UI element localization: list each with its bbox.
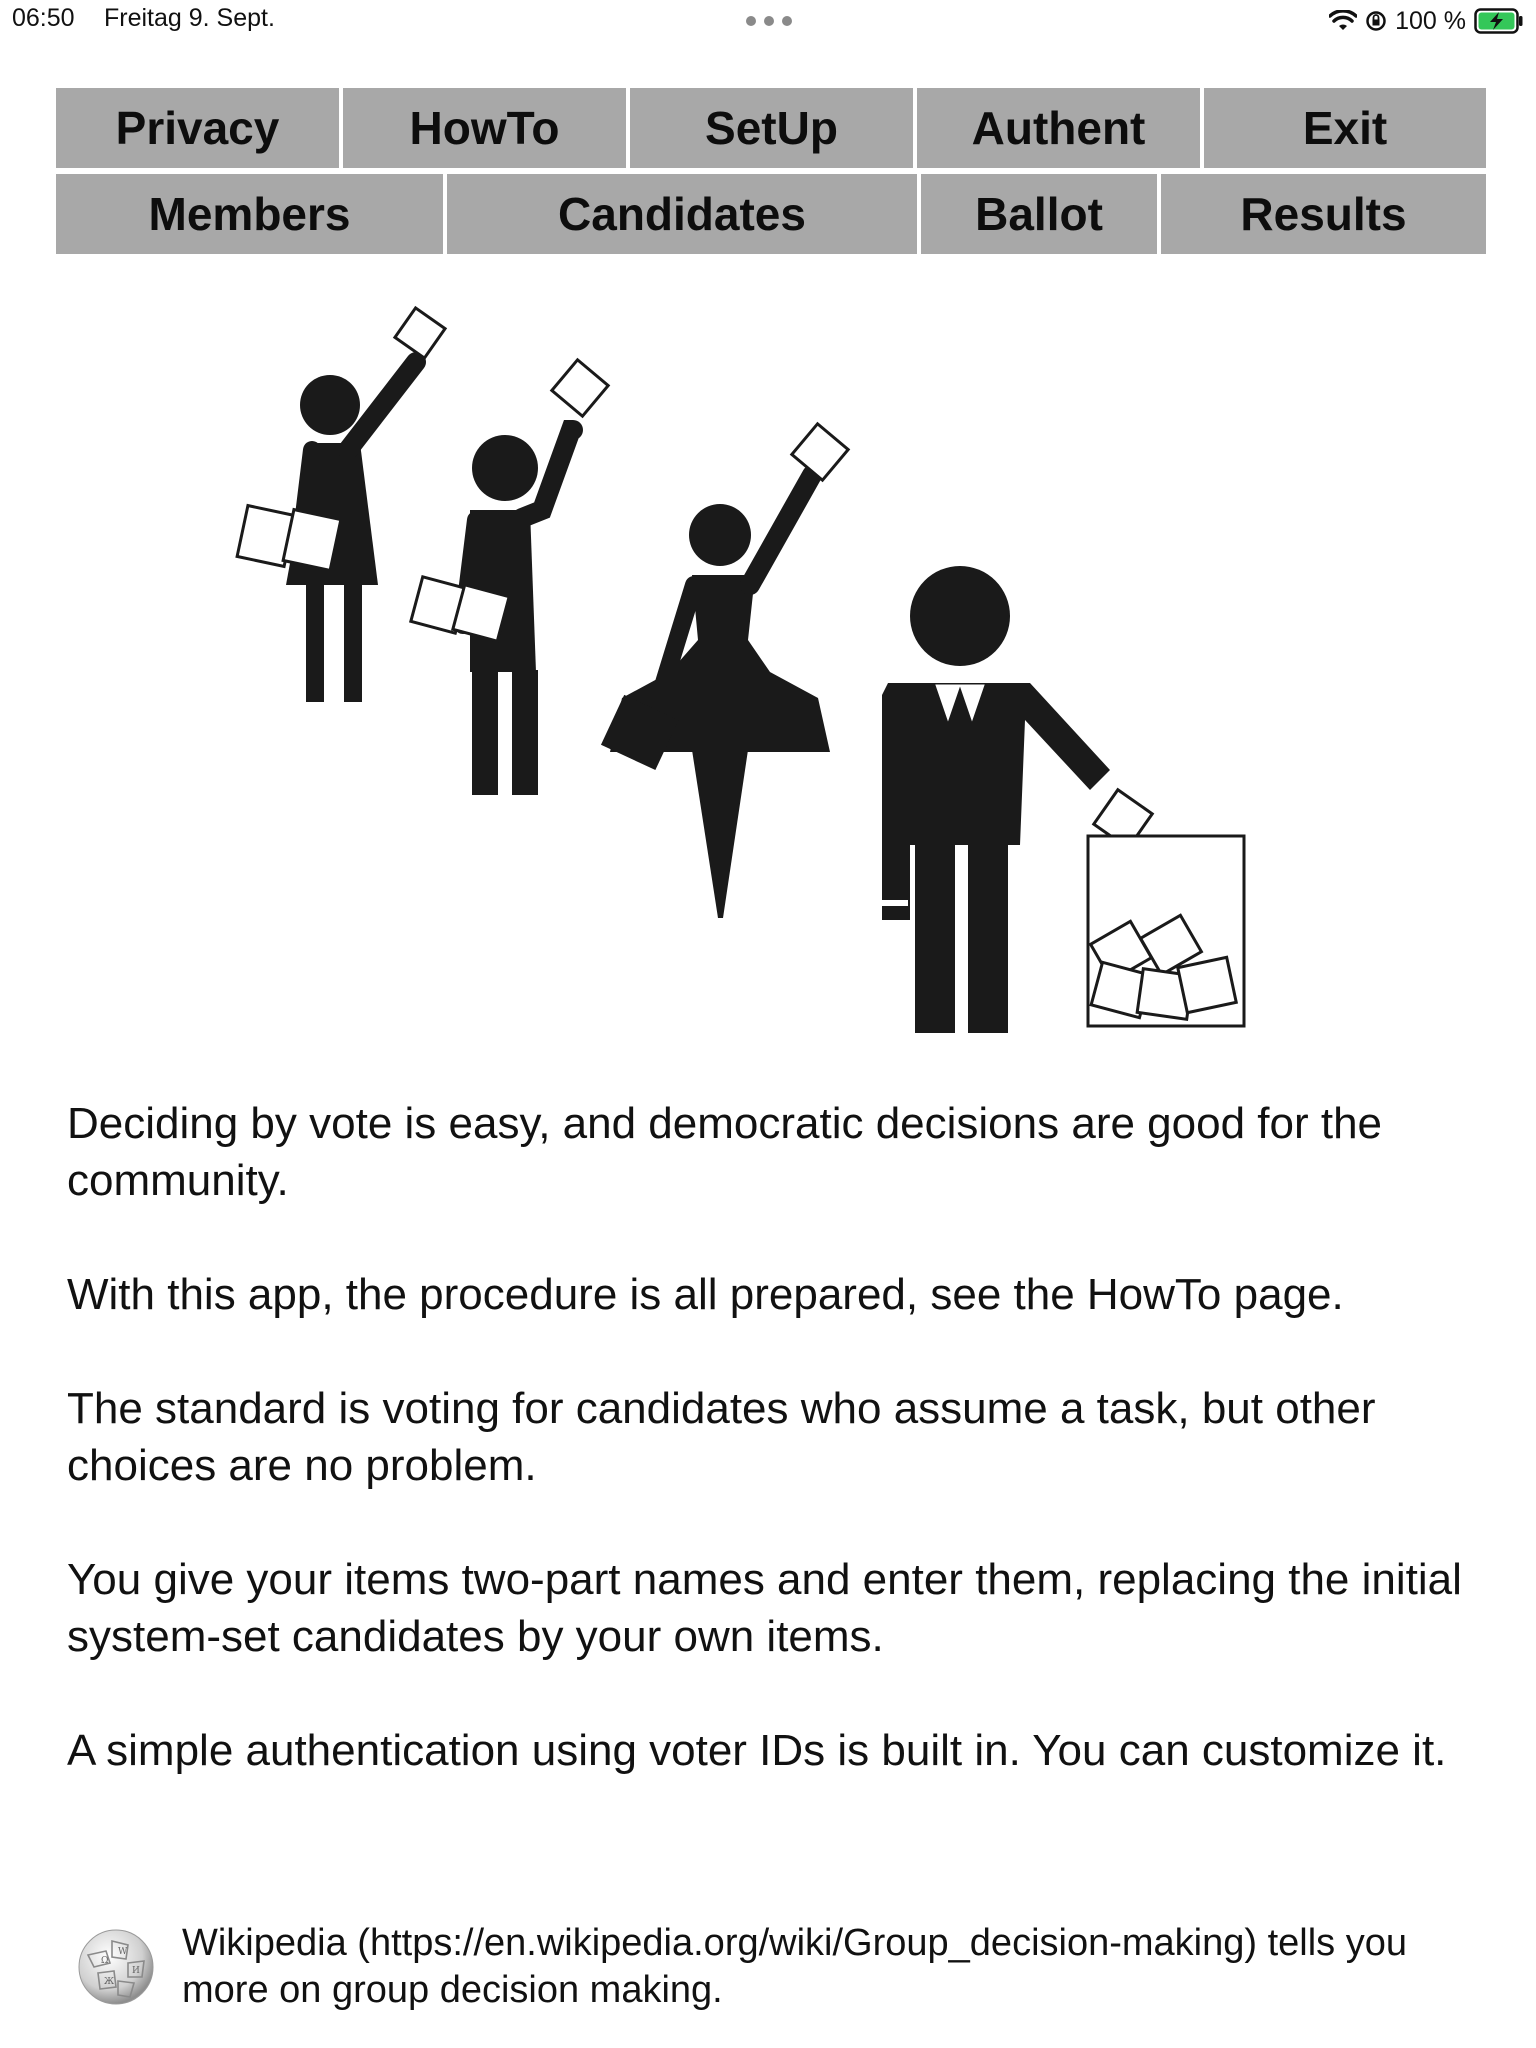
wikipedia-globe-icon[interactable] [76,1927,156,2007]
status-bar [0,0,1536,44]
nav-members-button[interactable]: Members [56,174,443,254]
voter-figure-2 [411,360,608,795]
paragraph-items: You give your items two-part names and enter them, replacing the initial system-set candidates by your own items. [67,1555,1462,1661]
paragraph-standard: The standard is voting for candidates who assume a task, but other choices are no problem. [67,1384,1376,1490]
nav-row-secondary [56,174,1486,254]
ballot-box [1088,836,1244,1026]
nav-authent-button[interactable]: Authent [917,88,1200,168]
wikipedia-note-text: Wikipedia (https://en.wikipedia.org/wiki/Group_decision-making) tells you more on group decision making. [182,1922,1407,2011]
orientation-lock-icon [1365,10,1387,32]
nav-results-button[interactable]: Results [1161,174,1486,254]
voter-figure-1 [237,308,445,702]
battery-charging-icon [1474,8,1524,34]
svg-text:Ω: Ω [101,1956,109,1966]
svg-text:Ж: Ж [104,1977,115,1987]
voter-figure-3 [601,424,848,918]
status-date: Freitag 9. Sept. [104,4,275,32]
nav-privacy-button[interactable]: Privacy [56,88,339,168]
paragraph-vote-easy: Deciding by vote is easy, and democratic decisions are good for the community. [67,1099,1383,1205]
voters-illustration [220,300,1320,1040]
intro-text [67,1095,1487,1836]
paragraph-procedure: With this app, the procedure is all prepared, see the HowTo page. [67,1270,1344,1319]
multitasking-dots-icon[interactable] [746,16,792,28]
nav-setup-button[interactable]: SetUp [630,88,913,168]
nav-row-primary [56,88,1486,168]
status-time: 06:50 [12,4,75,32]
paragraph-authentication: A simple authentication using voter IDs is built in. You can customize it. [67,1726,1447,1775]
nav-exit-button[interactable]: Exit [1204,88,1486,168]
nav-candidates-button[interactable]: Candidates [447,174,917,254]
nav-howto-button[interactable]: HowTo [343,88,626,168]
status-indicators [1329,4,1524,38]
nav-ballot-button[interactable]: Ballot [921,174,1157,254]
svg-text:И: И [132,1966,140,1976]
wifi-icon [1329,10,1357,32]
svg-text:W: W [118,1947,128,1957]
battery-percent: 100 % [1395,6,1466,35]
wikipedia-note [76,1920,1496,2020]
